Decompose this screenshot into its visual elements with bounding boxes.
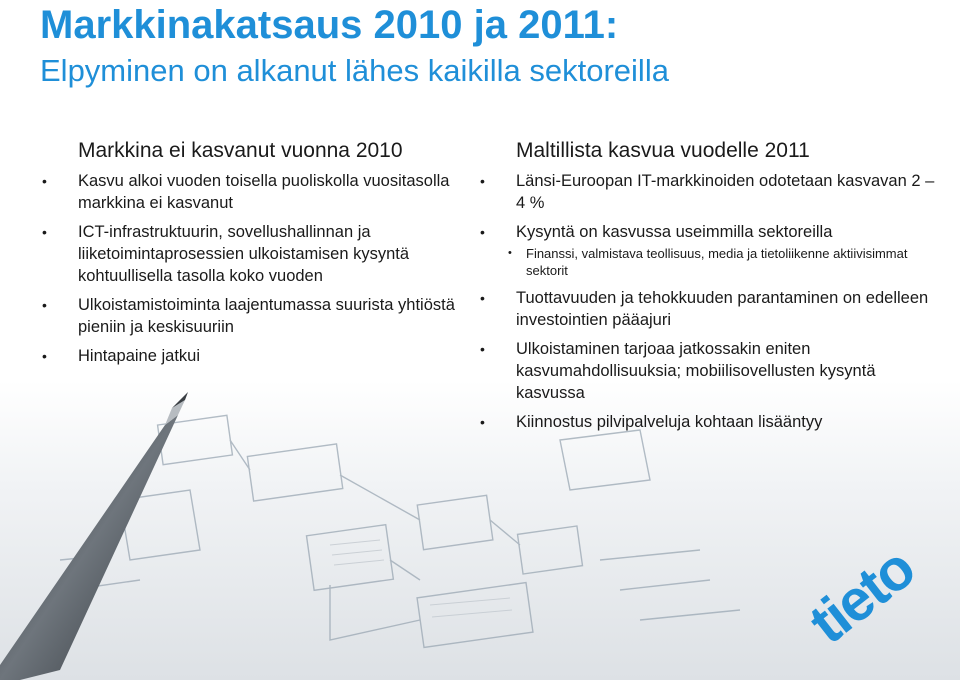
left-column xyxy=(42,138,462,374)
right-column xyxy=(480,138,940,440)
tieto-logo xyxy=(797,535,960,680)
list-item: • Kysyntä on kasvussa useimmilla sektoreilla xyxy=(480,221,940,243)
slide-title: Markkinakatsaus 2010 ja 2011: xyxy=(40,3,619,47)
slide-subtitle: Elpyminen on alkanut lähes kaikilla sektoreilla xyxy=(40,53,669,88)
right-column-heading: Maltillista kasvua vuodelle 2011 xyxy=(516,139,810,162)
list-item: • Kiinnostus pilvipalveluja kohtaan lisääntyy xyxy=(480,411,940,433)
list-item: • Tuottavuuden ja tehokkuuden parantaminen on edelleen investointien pääajuri xyxy=(480,287,940,331)
list-item: • Ulkoistamistoiminta laajentumassa suurista yhtiöstä pieniin ja keskisuuriin xyxy=(42,294,462,338)
list-item: • Länsi-Euroopan IT-markkinoiden odotetaan kasvavan 2 – 4 % xyxy=(480,170,940,214)
list-item: • Ulkoistaminen tarjoaa jatkossakin eniten kasvumahdollisuuksia; mobiilisovellusten kysyntä kasvussa xyxy=(480,338,940,404)
sub-list-item: • Finanssi, valmistava teollisuus, media ja tietoliikenne aktiivisimmat sektorit xyxy=(480,245,940,279)
right-bullet-list xyxy=(480,170,940,433)
left-bullet-list xyxy=(42,170,462,367)
left-column-heading: Markkina ei kasvanut vuonna 2010 xyxy=(78,139,403,162)
list-item: • ICT-infrastruktuurin, sovellushallinnan ja liiketoimintaprosessien ulkoistamisen kysyntä kohtuullisella tasolla koko vuoden xyxy=(42,221,462,287)
list-item: • Hintapaine jatkui xyxy=(42,345,462,367)
tieto-logo-text: tieto xyxy=(797,535,926,657)
list-item: • Kasvu alkoi vuoden toisella puoliskolla vuositasolla markkina ei kasvanut xyxy=(42,170,462,214)
